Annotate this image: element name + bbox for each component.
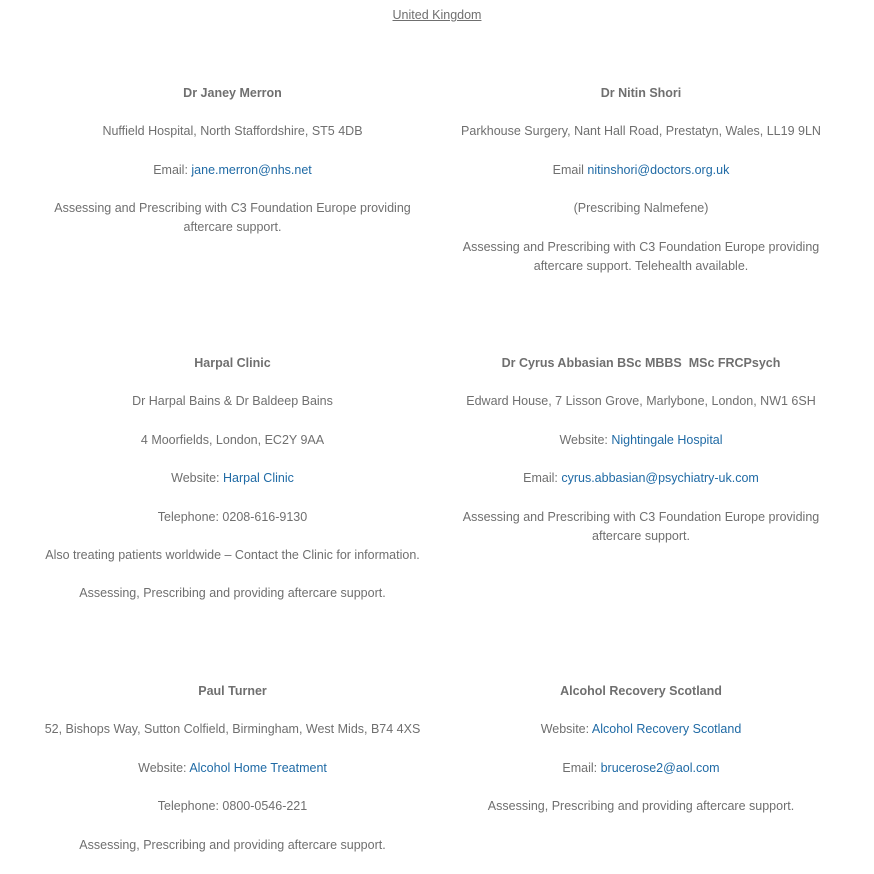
provider-doctors: Dr Harpal Bains & Dr Baldeep Bains [132,394,333,409]
provider-address: Nuffield Hospital, North Staffordshire, ST5 4DB [102,124,363,139]
provider-email-line [455,759,827,778]
provider-note: Assessing, Prescribing and providing aftercare support. [487,799,795,814]
provider-website-line [455,720,827,739]
email-label: Email: [562,760,601,775]
provider-card-alcohol-recovery-scotland [455,682,827,836]
provider-telephone: Telephone: 0208-616-9130 [157,509,308,524]
provider-name: Alcohol Recovery Scotland [560,684,722,698]
website-label: Website: [171,471,223,486]
provider-note: Assessing and Prescribing with C3 Foundation Europe providing aftercare support. Telehealth available. [462,239,820,273]
provider-website-line [455,431,827,450]
provider-website-link[interactable]: Nightingale Hospital [611,432,723,447]
website-label: Website: [540,722,592,737]
provider-name: Dr Janey Merron [183,86,282,100]
provider-address: 52, Bishops Way, Sutton Colfield, Birmingham, West Mids, B74 4XS [44,722,421,737]
provider-telephone: Telephone: 0800-0546-221 [157,799,308,814]
provider-card-nitin-shori [455,84,827,295]
provider-card-janey-merron [30,84,435,257]
provider-email-link[interactable]: nitinshori@doctors.org.uk [587,162,730,177]
provider-name: Dr Cyrus Abbasian BSc MBBS MSc FRCPsych [501,356,781,370]
provider-email-line [455,469,827,488]
provider-address: Parkhouse Surgery, Nant Hall Road, Prestatyn, Wales, LL19 9LN [461,124,821,139]
provider-email-link[interactable]: jane.merron@nhs.net [191,162,312,177]
provider-note: Assessing, Prescribing and providing aftercare support. [79,586,386,601]
provider-website-line [30,469,435,488]
email-label: Email: [153,162,192,177]
provider-worldwide-note: Also treating patients worldwide – Contact the Clinic for information. [45,547,420,562]
email-label: Email: [523,471,562,486]
provider-email-link[interactable]: brucerose2@aol.com [600,760,720,775]
provider-address: Edward House, 7 Lisson Grove, Marlybone, London, NW1 6SH [466,394,816,409]
email-label: Email [552,162,588,177]
provider-email-link[interactable]: cyrus.abbasian@psychiatry-uk.com [561,471,759,486]
provider-email-line [455,161,827,180]
provider-website-line [30,759,435,778]
website-label: Website: [138,760,190,775]
provider-name: Harpal Clinic [194,356,271,370]
provider-email-line [30,161,435,180]
provider-website-link[interactable]: Alcohol Home Treatment [189,760,327,775]
provider-card-paul-turner [30,682,435,874]
region-link-united-kingdom[interactable]: United Kingdom [392,8,482,22]
provider-address: 4 Moorfields, London, EC2Y 9AA [140,432,325,447]
provider-name: Dr Nitin Shori [600,86,682,100]
website-label: Website: [559,432,612,447]
provider-note: Assessing and Prescribing with C3 Foundation Europe providing aftercare support. [462,509,820,543]
provider-note: Assessing and Prescribing with C3 Foundation Europe providing aftercare support. [54,201,411,235]
provider-website-link[interactable]: Harpal Clinic [223,471,294,486]
provider-prescribing: (Prescribing Nalmefene) [573,201,709,216]
provider-website-link[interactable]: Alcohol Recovery Scotland [591,722,742,737]
provider-card-cyrus-abbasian [455,354,827,565]
provider-note: Assessing, Prescribing and providing aftercare support. [79,837,386,852]
provider-card-harpal-clinic [30,354,435,623]
provider-name: Paul Turner [198,684,267,698]
region-heading [0,8,874,22]
